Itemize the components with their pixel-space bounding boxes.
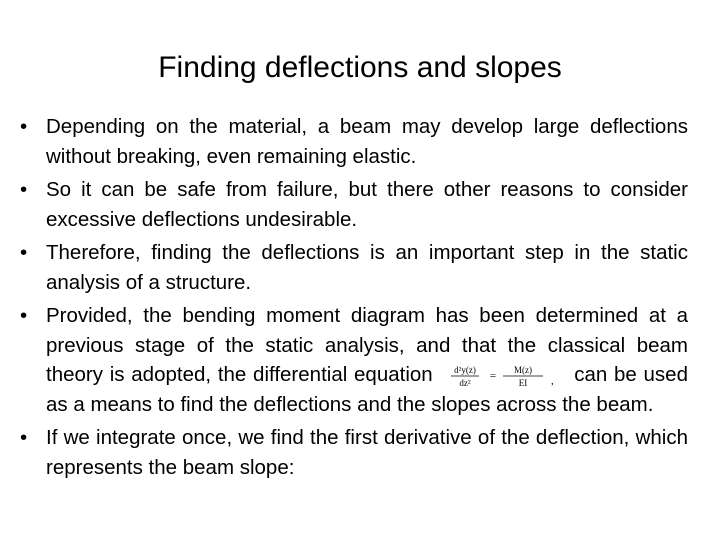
bullet-item	[20, 423, 688, 482]
equation-equals-sign: =	[490, 369, 497, 382]
bullet-marker: •	[20, 304, 28, 327]
bullet-marker: •	[20, 178, 28, 201]
bullet-text: So it can be safe from failure, but there other reasons to consider excessive deflections undesirable.	[46, 178, 688, 231]
bullet-text: If we integrate once, we find the first derivative of the deflection, which represents the beam slope:	[46, 426, 688, 479]
bullet-item-equation	[20, 301, 688, 419]
equation-trailing-comma: ,	[551, 374, 555, 387]
bullet-text-before-equation: Provided, the bending moment diagram has been determined at a previous stage of the static analysis, and that the classical beam theory is adopted, the differential equation	[46, 304, 688, 386]
bullet-marker: •	[20, 426, 28, 449]
differential-equation	[449, 364, 561, 388]
equation-rhs-numerator: M(z)	[514, 364, 533, 375]
bullet-item	[20, 112, 688, 171]
bullet-text: Therefore, finding the deflections is an important step in the static analysis of a structure.	[46, 241, 688, 294]
bullet-item	[20, 175, 688, 234]
equation-lhs-numerator: d²y(z)	[454, 364, 477, 375]
bullet-text: Depending on the material, a beam may develop large deflections without breaking, even remaining elastic.	[46, 115, 688, 168]
bullet-marker: •	[20, 241, 28, 264]
bullet-item	[20, 238, 688, 297]
bullet-list	[20, 112, 688, 486]
slide-title: Finding deflections and slopes	[158, 51, 562, 84]
equation-lhs-denominator: dz²	[459, 377, 472, 388]
bullet-text-after-equation: can be used as a means to find the deflections and the slopes across the beam.	[46, 363, 688, 416]
equation-rhs-denominator: EI	[519, 377, 528, 388]
bullet-marker: •	[20, 115, 28, 138]
